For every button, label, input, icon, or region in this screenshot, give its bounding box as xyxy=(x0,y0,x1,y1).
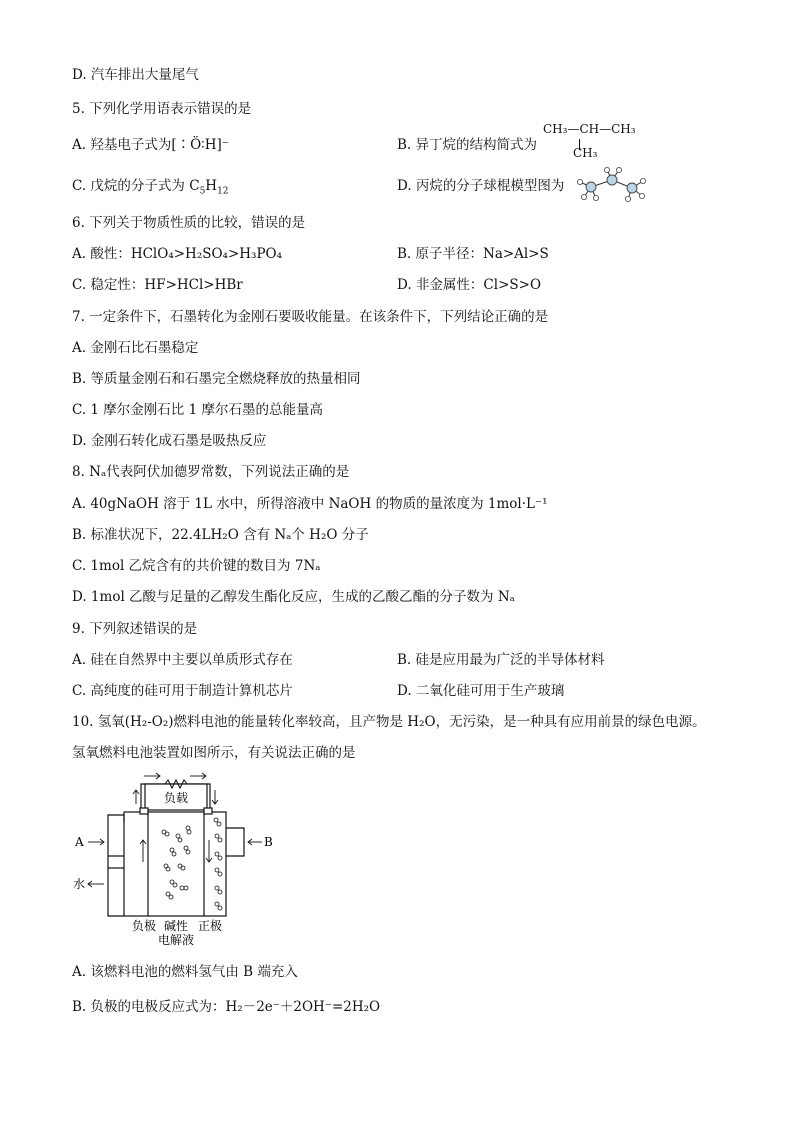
isobutane-branch: CH₃ xyxy=(573,146,598,160)
q9-option-d: D. 二氧化硅可用于生产玻璃 xyxy=(397,683,565,699)
q7-option-c: C. 1 摩尔金刚石比 1 摩尔石墨的总能量高 xyxy=(72,402,323,418)
q5-c-sub2: 12 xyxy=(217,186,229,197)
question-9: 9. 下列叙述错误的是 xyxy=(72,621,198,637)
q5-c-sub1: 5 xyxy=(199,186,206,197)
port-b-label: B xyxy=(264,835,273,849)
negative-electrode-label: 负极 xyxy=(131,919,157,933)
port-a-label: A xyxy=(75,835,84,849)
electrolyte-label: 电解液 xyxy=(157,933,195,947)
question-10-continued: 氢氧燃料电池装置如图所示，有关说法正确的是 xyxy=(72,745,356,761)
q6-option-a: A. 酸性：HClO₄>H₂SO₄>H₃PO₄ xyxy=(72,246,283,262)
q5-option-c xyxy=(72,177,229,195)
q6-option-c: C. 稳定性：HF>HCl>HBr xyxy=(72,277,243,293)
q7-option-a: A. 金刚石比石墨稳定 xyxy=(72,340,199,356)
positive-electrode-label: 正极 xyxy=(197,919,223,933)
q5-option-d: D. 丙烷的分子球棍模型图为 xyxy=(397,178,565,194)
question-5: 5. 下列化学用语表示错误的是 xyxy=(72,101,252,117)
question-10: 10. 氢氧(H₂-O₂)燃料电池的能量转化率较高，且产物是 H₂O，无污染，是一种具有应用前景的绿色电源。 xyxy=(72,714,706,730)
q9-option-c: C. 高纯度的硅可用于制造计算机芯片 xyxy=(72,683,293,699)
q10-option-b: B. 负极的电极反应式为：H₂－2e⁻＋2OH⁻=2H₂O xyxy=(72,999,381,1015)
q8-option-b: B. 标准状况下，22.4LH₂O 含有 Nₐ个 H₂O 分子 xyxy=(72,527,369,543)
propane-ball-stick-model-icon xyxy=(576,166,652,206)
q5-option-b: B. 异丁烷的结构简式为 xyxy=(397,137,538,153)
q8-option-d: D. 1mol 乙酸与足量的乙醇发生酯化反应，生成的乙酸乙酯的分子数为 Nₐ xyxy=(72,589,515,605)
q9-option-a: A. 硅在自然界中主要以单质形式存在 xyxy=(72,652,293,668)
option-d-previous: D. 汽车排出大量尾气 xyxy=(72,67,199,83)
q10-option-a: A. 该燃料电池的燃料氢气由 B 端充入 xyxy=(72,964,298,980)
fuel-cell-diagram xyxy=(68,770,278,950)
q6-option-b: B. 原子半径：Na>Al>S xyxy=(397,246,549,262)
q7-option-b: B. 等质量金刚石和石墨完全燃烧释放的热量相同 xyxy=(72,371,361,387)
alkaline-label: 碱性 xyxy=(163,919,189,933)
q8-option-c: C. 1mol 乙烷含有的共价键的数目为 7Nₐ xyxy=(72,558,321,574)
q9-option-b: B. 硅是应用最为广泛的半导体材料 xyxy=(397,652,605,668)
hydroxyl-electron-formula: [∶Ö∶H]⁻ xyxy=(171,137,229,153)
q5-option-a-text: A. 羟基电子式为 xyxy=(72,137,172,153)
load-label: 负载 xyxy=(163,791,189,805)
q5-option-c-text: C. 戊烷的分子式为 C xyxy=(72,178,200,194)
q6-option-d: D. 非金属性：Cl>S>O xyxy=(397,277,542,293)
question-8: 8. Nₐ代表阿伏加德罗常数，下列说法正确的是 xyxy=(72,464,350,480)
isobutane-main-chain: CH₃—CH—CH₃ xyxy=(543,122,636,136)
q5-option-a xyxy=(72,136,229,154)
question-6: 6. 下列关于物质性质的比较，错误的是 xyxy=(72,215,306,231)
water-label: 水 xyxy=(73,877,86,891)
q5-c-h: H xyxy=(205,178,218,194)
isobutane-structure xyxy=(543,122,643,166)
question-7: 7. 一定条件下，石墨转化为金刚石要吸收能量。在该条件下，下列结论正确的是 xyxy=(72,309,549,325)
q8-option-a: A. 40gNaOH 溶于 1L 水中，所得溶液中 NaOH 的物质的量浓度为 1mol·L⁻¹ xyxy=(72,496,548,512)
q7-option-d: D. 金刚石转化成石墨是吸热反应 xyxy=(72,433,267,449)
